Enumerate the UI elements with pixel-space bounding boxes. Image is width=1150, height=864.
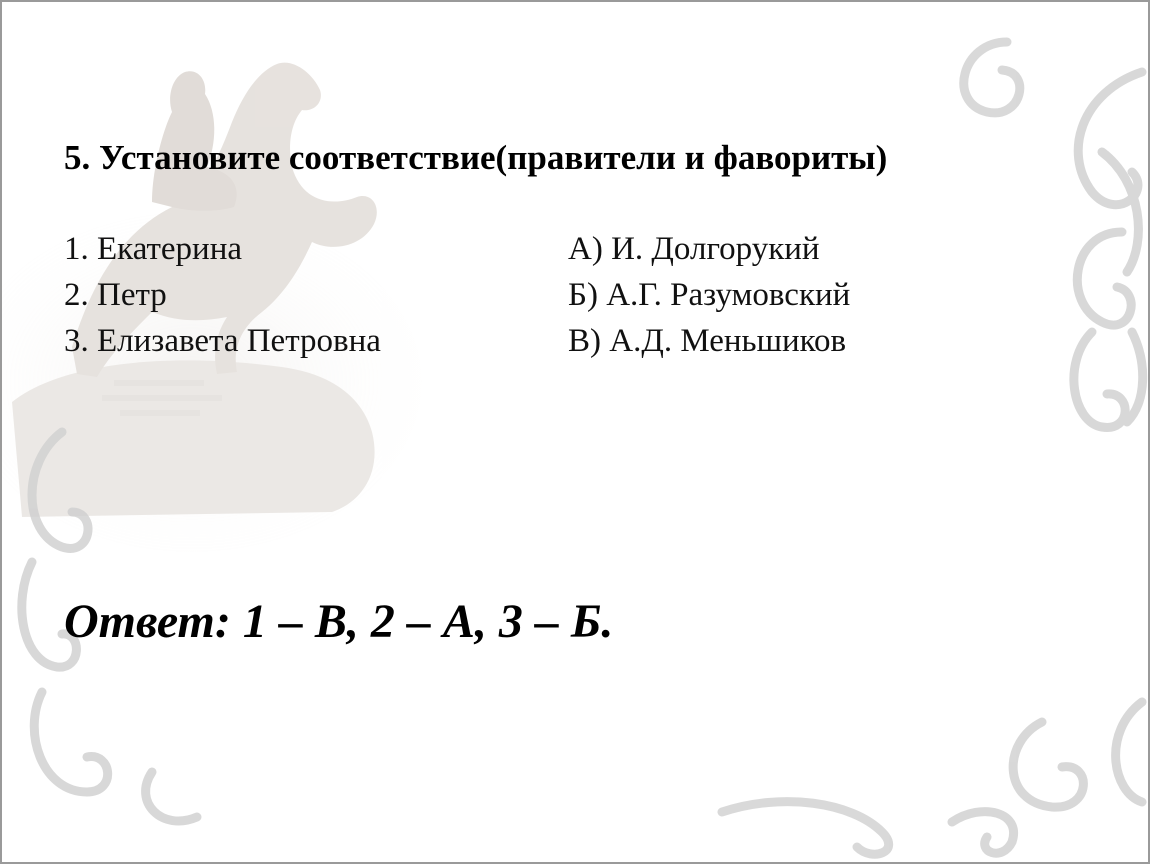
ruler-item: 3. Елизавета Петровна xyxy=(64,323,381,359)
favorite-item: В) А.Д. Меньшиков xyxy=(568,323,847,359)
favorites-list xyxy=(568,226,850,364)
rulers-list xyxy=(64,226,381,364)
favorite-item: А) И. Долгорукий xyxy=(568,231,820,267)
favorite-item: Б) А.Г. Разумовский xyxy=(568,277,851,313)
answer-text: Ответ: 1 – В, 2 – А, 3 – Б. xyxy=(64,595,614,648)
ruler-item: 1. Екатерина xyxy=(64,231,243,267)
ruler-item: 2. Петр xyxy=(64,277,167,313)
slide-background xyxy=(2,2,1150,864)
question-title: 5. Установите соответствие(правители и фавориты) xyxy=(64,138,888,177)
